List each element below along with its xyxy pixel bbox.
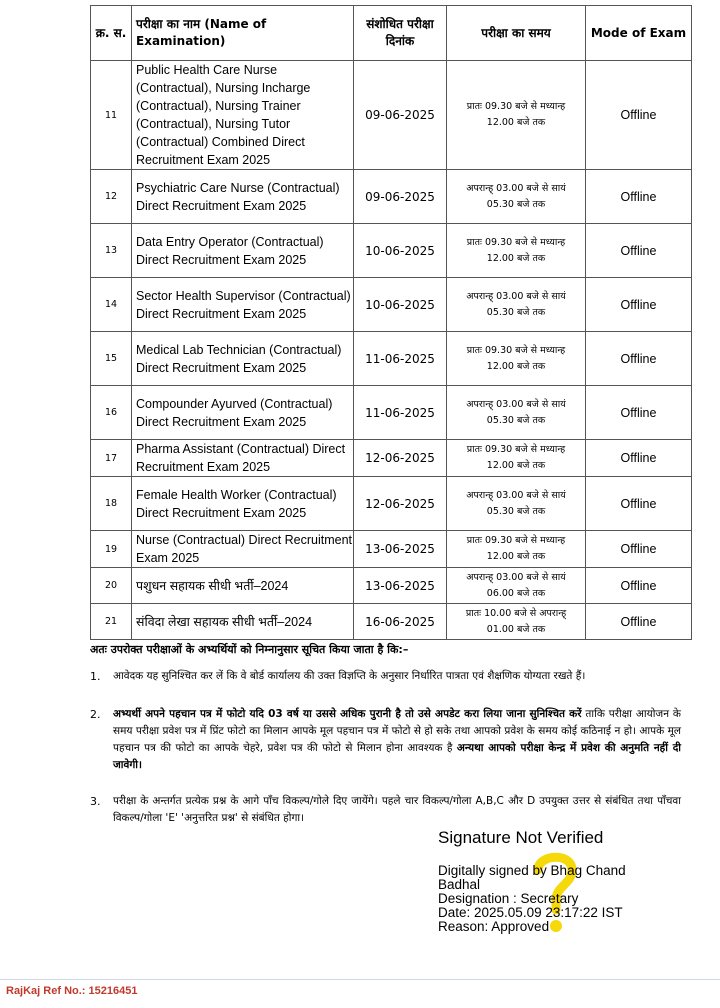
time-end: 06.00 बजे तक	[486, 587, 546, 599]
header-revised-date: संशोधित परीक्षा दिनांक	[354, 6, 447, 61]
row-exam-mode: Offline	[586, 224, 692, 278]
row-serial: 21	[91, 604, 132, 640]
row-exam-date: 16-06-2025	[354, 604, 447, 640]
time-end: 12.00 बजे तक	[486, 551, 546, 562]
digital-signature-block	[438, 828, 668, 934]
signature-signer: Digitally signed by Bhag Chand	[438, 863, 626, 878]
row-exam-time	[447, 477, 586, 531]
signature-designation: Designation : Secretary	[438, 891, 579, 906]
row-exam-name: Public Health Care Nurse (Contractual), Nursing Incharge (Contractual), Nursing Trainer (Contractual), Nursing Tutor (Contractual) Combined Direct Recruitment Exam 2025	[132, 61, 354, 170]
row-serial: 19	[91, 531, 132, 568]
time-end: 05.30 बजे तक	[486, 198, 546, 210]
row-exam-time	[447, 61, 586, 170]
row-exam-date: 09-06-2025	[354, 170, 447, 224]
row-serial: 12	[91, 170, 132, 224]
time-end: 05.30 बजे तक	[486, 414, 546, 426]
row-exam-date: 11-06-2025	[354, 386, 447, 440]
row-exam-mode: Offline	[586, 604, 692, 640]
time-start: प्रातः 09.30 बजे से मध्यान्ह	[466, 344, 566, 356]
time-end: 01.00 बजे तक	[486, 623, 546, 635]
point-bold-text: अन्यथा आपको परीक्षा केन्द्र में प्रवेश की अनुमति नहीं दी जावेगी।	[113, 742, 681, 771]
row-serial: 20	[91, 568, 132, 604]
header-exam-mode: Mode of Exam	[586, 6, 692, 61]
table-row	[91, 386, 692, 440]
signature-reason: Reason: Approved	[438, 919, 550, 934]
time-start: प्रातः 09.30 बजे से मध्यान्ह	[466, 101, 566, 112]
table-row	[91, 170, 692, 224]
table-row	[91, 332, 692, 386]
row-exam-mode: Offline	[586, 332, 692, 386]
point-number: 3.	[90, 795, 101, 808]
point-number: 2.	[90, 708, 101, 721]
notice-intro: अतः उपरोक्त परीक्षाओं के अभ्यर्थियों को निम्नानुसार सूचित किया जाता है कि:–	[90, 643, 409, 656]
row-serial: 11	[91, 61, 132, 170]
row-exam-mode: Offline	[586, 477, 692, 531]
row-exam-time	[447, 170, 586, 224]
row-exam-time	[447, 440, 586, 477]
table-row	[91, 440, 692, 477]
row-exam-name: Data Entry Operator (Contractual) Direct Recruitment Exam 2025	[132, 224, 354, 278]
row-serial: 14	[91, 278, 132, 332]
row-exam-date: 13-06-2025	[354, 568, 447, 604]
row-exam-mode: Offline	[586, 386, 692, 440]
time-start: प्रातः 10.00 बजे से अपरान्ह्	[465, 607, 567, 619]
row-exam-mode: Offline	[586, 278, 692, 332]
row-exam-name: Medical Lab Technician (Contractual) Direct Recruitment Exam 2025	[132, 332, 354, 386]
row-exam-mode: Offline	[586, 531, 692, 568]
row-serial: 13	[91, 224, 132, 278]
row-exam-date: 13-06-2025	[354, 531, 447, 568]
row-serial: 16	[91, 386, 132, 440]
row-exam-name: Female Health Worker (Contractual) Direct Recruitment Exam 2025	[132, 477, 354, 531]
table-row	[91, 531, 692, 568]
table-header-row	[91, 6, 692, 61]
time-start: अपरान्ह् 03.00 बजे से सायं	[466, 489, 566, 501]
row-exam-mode: Offline	[586, 61, 692, 170]
time-start: प्रातः 09.30 बजे से मध्यान्ह	[466, 236, 566, 248]
time-end: 12.00 बजे तक	[486, 252, 546, 264]
row-exam-time	[447, 531, 586, 568]
rajkaj-reference: RajKaj Ref No.: 15216451	[6, 985, 138, 997]
row-exam-name: Pharma Assistant (Contractual) Direct Recruitment Exam 2025	[132, 440, 354, 477]
header-exam-time: परीक्षा का समय	[447, 6, 586, 61]
signature-signer-surname: Badhal	[438, 877, 481, 892]
time-start: अपरान्ह् 03.00 बजे से सायं	[466, 398, 566, 410]
signature-date: Date: 2025.05.09 23:17:22 IST	[438, 905, 623, 920]
row-exam-time	[447, 224, 586, 278]
row-exam-date: 11-06-2025	[354, 332, 447, 386]
row-exam-date: 12-06-2025	[354, 440, 447, 477]
row-exam-mode: Offline	[586, 170, 692, 224]
table-row	[91, 61, 692, 170]
row-exam-name: पशुधन सहायक सीधी भर्ती–2024	[132, 568, 354, 604]
time-start: प्रातः 09.30 बजे से मध्यान्ह	[466, 535, 566, 546]
time-end: 12.00 बजे तक	[486, 360, 546, 372]
time-start: अपरान्ह् 03.00 बजे से सायं	[466, 290, 566, 302]
point-regular-text: ताकि परीक्षा आयोजन के समय परीक्षा प्रवेश पत्र में प्रिंट फोटो का मिलान आपके मूल पहचान पत्र में फोटो से हो सके तथा आपको प्रवेश के समय कोई कठिनाई न हो। आपके मूल पहचान पत्र की फोटो का आपके चेहरे, प्रवेश पत्र की फोटो से मिलान होना आवश्यक है	[113, 708, 681, 754]
row-serial: 15	[91, 332, 132, 386]
row-exam-date: 12-06-2025	[354, 477, 447, 531]
row-exam-mode: Offline	[586, 568, 692, 604]
point-text	[113, 706, 681, 774]
row-exam-time	[447, 278, 586, 332]
time-end: 12.00 बजे तक	[486, 460, 546, 471]
row-exam-date: 10-06-2025	[354, 278, 447, 332]
row-exam-name: Psychiatric Care Nurse (Contractual) Direct Recruitment Exam 2025	[132, 170, 354, 224]
table-row	[91, 477, 692, 531]
row-exam-name: Sector Health Supervisor (Contractual) Direct Recruitment Exam 2025	[132, 278, 354, 332]
exam-schedule-table	[90, 5, 692, 640]
time-start: अपरान्ह् 03.00 बजे से सायं	[466, 571, 566, 583]
header-serial: क्र. स.	[91, 6, 132, 61]
point-text: आवेदक यह सुनिश्चित कर लें कि वे बोर्ड कार्यालय की उक्त विज्ञप्ति के अनुसार निर्धारित पात्रता एवं शैक्षणिक योग्यता रखते हैं।	[113, 670, 586, 682]
point-text: परीक्षा के अन्तर्गत प्रत्येक प्रश्न के आगे पाँच विकल्प/गोले दिए जायेंगे। पहले चार विकल्प/गोला A,B,C और D उपयुक्त उत्तर से संबंधित तथा पाँचवा विकल्प/गोला 'E' 'अनुत्तरित प्रश्न' से संबंधित होगा।	[113, 795, 681, 824]
signature-status: Signature Not Verified	[438, 828, 604, 847]
row-exam-mode: Offline	[586, 440, 692, 477]
row-exam-time	[447, 386, 586, 440]
row-exam-time	[447, 568, 586, 604]
table-row	[91, 224, 692, 278]
row-exam-time	[447, 604, 586, 640]
row-serial: 17	[91, 440, 132, 477]
time-end: 05.30 बजे तक	[486, 505, 546, 517]
row-exam-time	[447, 332, 586, 386]
table-row	[91, 568, 692, 604]
table-row	[91, 604, 692, 640]
row-exam-name: Nurse (Contractual) Direct Recruitment Exam 2025	[132, 531, 354, 568]
row-exam-name: संविदा लेखा सहायक सीधी भर्ती–2024	[132, 604, 354, 640]
header-exam-name: परीक्षा का नाम (Name of Examination)	[132, 6, 354, 61]
point-bold-text: अभ्यर्थी अपने पहचान पत्र में फोटो यदि 03 वर्ष या उससे अधिक पुरानी है तो उसे अपडेट करा लिया जाना सुनिश्चित करें	[113, 708, 582, 720]
footer-divider	[0, 979, 720, 980]
time-start: अपरान्ह् 03.00 बजे से सायं	[466, 182, 566, 194]
point-number: 1.	[90, 670, 101, 683]
time-end: 12.00 बजे तक	[486, 117, 546, 128]
row-exam-name: Compounder Ayurved (Contractual) Direct Recruitment Exam 2025	[132, 386, 354, 440]
row-exam-date: 10-06-2025	[354, 224, 447, 278]
table-row	[91, 278, 692, 332]
row-serial: 18	[91, 477, 132, 531]
row-exam-date: 09-06-2025	[354, 61, 447, 170]
time-end: 05.30 बजे तक	[486, 306, 546, 318]
time-start: प्रातः 09.30 बजे से मध्यान्ह	[466, 444, 566, 455]
